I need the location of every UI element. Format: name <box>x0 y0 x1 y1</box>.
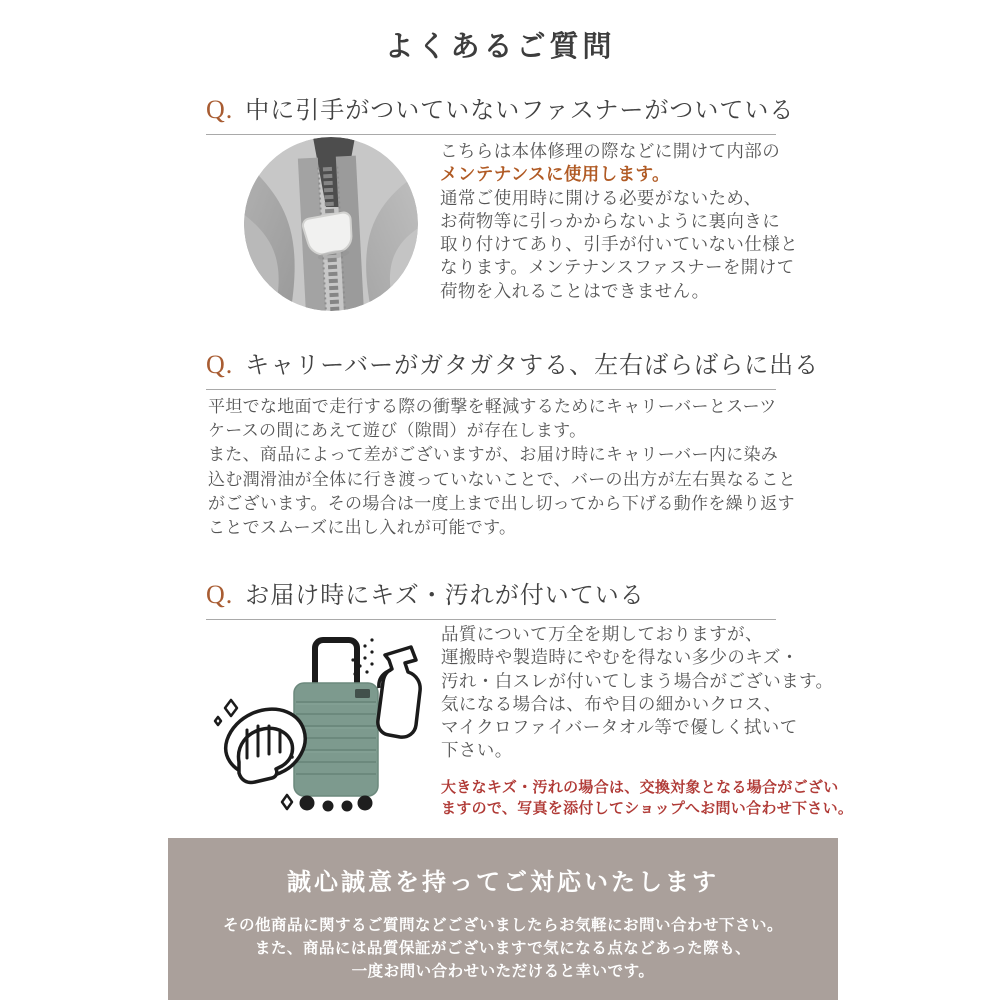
question-2-text: キャリーバーがガタガタする、左右ばらばらに出る <box>245 353 820 379</box>
answer-line: 取り付けてあり、引手が付いていない仕様と <box>440 234 798 255</box>
answer-line: 品質について万全を期しておりますが、 <box>441 624 763 644</box>
footer-message <box>168 914 838 983</box>
q-marker: Q. <box>206 95 234 124</box>
q-marker: Q. <box>206 350 234 379</box>
hand-cloth-icon <box>226 709 305 782</box>
spray-bottle-icon <box>378 647 420 737</box>
answer-line: 汚れ・白スレが付いてしまう場合がございます。 <box>441 670 834 691</box>
question-3-body <box>195 610 853 820</box>
answer-line: 平坦でな地面で走行する際の衝撃を軽減するためにキャリーバーとスーツ <box>208 397 777 416</box>
answer-line: ケースの間にあえて遊び（隙間）が存在します。 <box>208 421 587 441</box>
question-2-answer <box>208 395 828 540</box>
answer-line: 気になる場合は、布や目の細かいクロス、 <box>441 693 782 714</box>
answer-line: ことでスムーズに出し入れが可能です。 <box>208 518 517 538</box>
footer-title: 誠心誠意を持ってご対応いたします <box>287 870 719 896</box>
footer-line: その他商品に関するご質問などございましたらお気軽にお問い合わせ下さい。 <box>222 917 783 934</box>
footer-line: 一度お問い合わせいただけると幸いです。 <box>351 963 655 980</box>
question-3-text: お届け時にキズ・汚れが付いている <box>245 583 645 609</box>
question-1-text: 中に引手がついていないファスナーがついている <box>245 98 795 124</box>
answer-line: 通常ご使用時に開ける必要がないため、 <box>440 187 762 208</box>
answer-line: 荷物を入れることはできません。 <box>440 280 710 301</box>
answer-line: こちらは本体修理の際などに開けて内部の <box>440 141 781 161</box>
suitcase-cleaning-graphic <box>195 610 433 818</box>
question-1-body <box>244 137 798 311</box>
zipper-closeup-graphic <box>244 137 418 311</box>
answer-line: 運搬時や製造時にやむを得ない多少のキズ・ <box>441 647 799 668</box>
zipper-photo <box>244 137 418 311</box>
answer-line: 下さい。 <box>441 740 513 761</box>
question-1-heading <box>206 90 795 135</box>
answer-line: なります。メンテナンスファスナーを開けて <box>440 257 795 278</box>
answer-highlight: メンテナンスに使用します。 <box>440 164 670 185</box>
footer-banner <box>168 838 838 1000</box>
footer-line: また、商品には品質保証がございますで気になる点などあった際も、 <box>254 940 752 957</box>
answer-line: がございます。その場合は一度上まで出し切ってから下げる動作を繰り返す <box>208 493 795 513</box>
question-3-answer <box>441 610 853 820</box>
page-title: よくあるご質問 <box>384 31 616 63</box>
suitcase-handle <box>315 640 357 686</box>
question-1-answer <box>440 137 798 311</box>
suitcase-cleaning-illustration <box>195 610 433 818</box>
answer-line: 込む潤滑油が全体に行き渡っていないことで、バーの出方が左右異なること <box>208 469 796 489</box>
suitcase-logo <box>355 689 370 698</box>
exchange-note <box>441 778 853 820</box>
answer-line: お荷物等に引っかからないように裏向きに <box>440 210 781 231</box>
question-2-heading <box>206 345 820 390</box>
answer-line: マイクロファイバータオル等で優しく拭いて <box>441 717 798 738</box>
answer-line: また、商品によって差がございますが、お届け時にキャリーバー内に染み <box>208 445 779 465</box>
q-marker: Q. <box>206 580 234 609</box>
note-line: 大きなキズ・汚れの場合は、交換対象となる場合がござい <box>441 779 839 796</box>
note-line: ますので、写真を添付してショップへお問い合わせ下さい。 <box>441 800 854 817</box>
